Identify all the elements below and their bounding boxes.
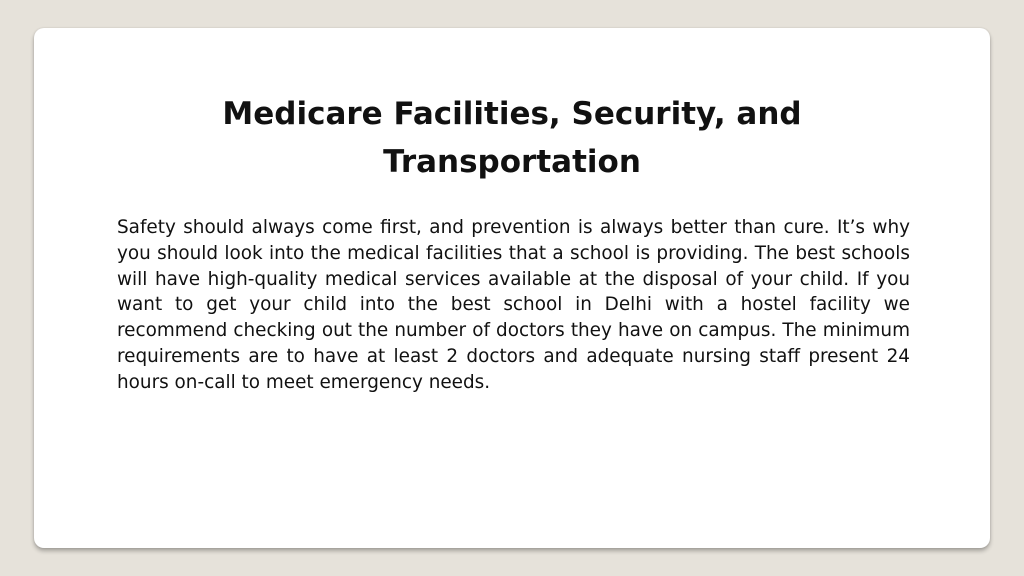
slide-card	[34, 28, 990, 548]
slide-body-text: Safety should always come first, and prevention is always better than cure. It’s why you should look into the medical facilities that a school is providing. The best schools will have high-quality medical services available at the disposal of your child. If you want to get your child into the best school in Delhi with a hostel facility we recommend checking out the number of doctors they have on campus. The minimum requirements are to have at least 2 doctors and adequate nursing staff present 24 hours on-call to meet emergency needs.	[117, 217, 910, 393]
slide-title: Medicare Facilities, Security, and Transportation	[222, 96, 802, 180]
